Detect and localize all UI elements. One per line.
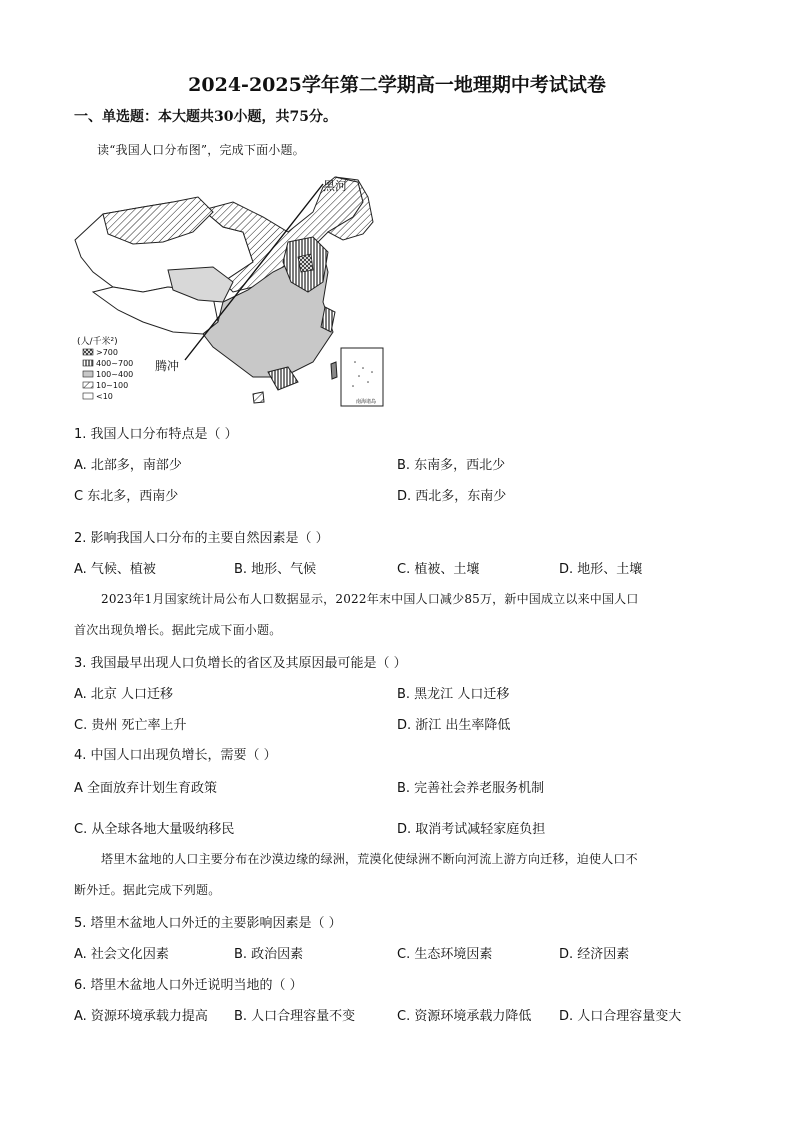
q2-option-a[interactable]: A. 气候、植被 (74, 562, 156, 577)
south-china-sea-inset (341, 348, 383, 406)
q1-option-c[interactable]: C 东北多，西南少 (74, 489, 179, 504)
question-2: 2. 影响我国人口分布的主要自然因素是（ ） (74, 531, 329, 546)
intro-text-2-line2: 首次出现负增长。据此完成下面小题。 (74, 623, 282, 637)
q6-option-b[interactable]: B. 人口合理容量不变 (234, 1009, 356, 1024)
q1-option-b[interactable]: B. 东南多，西北少 (397, 458, 506, 473)
q5-option-c[interactable]: C. 生态环境因素 (397, 947, 493, 962)
region-very-dense (298, 254, 313, 272)
q5-option-b[interactable]: B. 政治因素 (234, 947, 304, 962)
q4-option-d[interactable]: D. 取消考试减轻家庭负担 (397, 822, 546, 837)
page-title: 2024-2025学年第二学期高一地理期中考试试卷 (188, 74, 606, 96)
q2-option-b[interactable]: B. 地形、气候 (234, 562, 317, 577)
legend-item: 10~100 (96, 381, 129, 390)
q4-option-a[interactable]: A 全面放弃计划生育政策 (74, 781, 218, 796)
q2-option-d[interactable]: D. 地形、土壤 (559, 562, 643, 577)
region-taiwan (331, 362, 337, 379)
question-5: 5. 塔里木盆地人口外迁的主要影响因素是（ ） (74, 916, 342, 931)
intro-text-3-line1: 塔里木盆地的人口主要分布在沙漠边缘的绿洲，荒漠化使绿洲不断向河流上游方向迁移，迫使人口不 (101, 852, 638, 866)
legend-title: (人/千米²) (77, 337, 118, 347)
legend-item: 400~700 (96, 359, 134, 368)
q1-option-a[interactable]: A. 北部多，南部少 (74, 458, 182, 473)
question-3: 3. 我国最早出现人口负增长的省区及其原因最可能是（ ） (74, 656, 407, 671)
q3-option-a[interactable]: A. 北京 人口迁移 (74, 687, 174, 702)
q6-option-c[interactable]: C. 资源环境承载力降低 (397, 1009, 532, 1024)
question-4: 4. 中国人口出现负增长，需要（ ） (74, 748, 277, 763)
q5-option-d[interactable]: D. 经济因素 (559, 947, 630, 962)
legend-item: >700 (96, 348, 118, 357)
population-map (73, 172, 385, 408)
legend-item: 100~400 (96, 370, 134, 379)
section-heading: 一、单选题：本大题共30小题，共75分。 (74, 109, 337, 125)
q5-option-a[interactable]: A. 社会文化因素 (74, 947, 169, 962)
q4-option-b[interactable]: B. 完善社会养老服务机制 (397, 781, 545, 796)
inset-label: 南海诸岛 (356, 399, 377, 405)
q3-option-c[interactable]: C. 贵州 死亡率上升 (74, 718, 187, 733)
label-heihe: 黑河 (323, 179, 348, 193)
q2-option-c[interactable]: C. 植被、土壤 (397, 562, 480, 577)
q6-option-d[interactable]: D. 人口合理容量变大 (559, 1009, 682, 1024)
region-hainan (253, 392, 264, 403)
q3-option-d[interactable]: D. 浙江 出生率降低 (397, 718, 511, 733)
q4-option-c[interactable]: C. 从全球各地大量吸纳移民 (74, 822, 235, 837)
q6-option-a[interactable]: A. 资源环境承载力提高 (74, 1009, 208, 1024)
q1-option-d[interactable]: D. 西北多，东南少 (397, 489, 507, 504)
intro-text-3-line2: 断外迁。据此完成下列题。 (74, 883, 221, 897)
question-6: 6. 塔里木盆地人口外迁说明当地的（ ） (74, 978, 303, 993)
legend (83, 348, 133, 401)
intro-text-2-line1: 2023年1月国家统计局公布人口数据显示，2022年末中国人口减少85万，新中国成立以来中国人口 (101, 592, 639, 606)
intro-text-1: 读“我国人口分布图”，完成下面小题。 (97, 143, 305, 157)
label-tengchong: 腾冲 (155, 359, 180, 373)
q3-option-b[interactable]: B. 黑龙江 人口迁移 (397, 687, 510, 702)
question-1: 1. 我国人口分布特点是（ ） (74, 427, 238, 442)
legend-item: <10 (96, 392, 113, 401)
